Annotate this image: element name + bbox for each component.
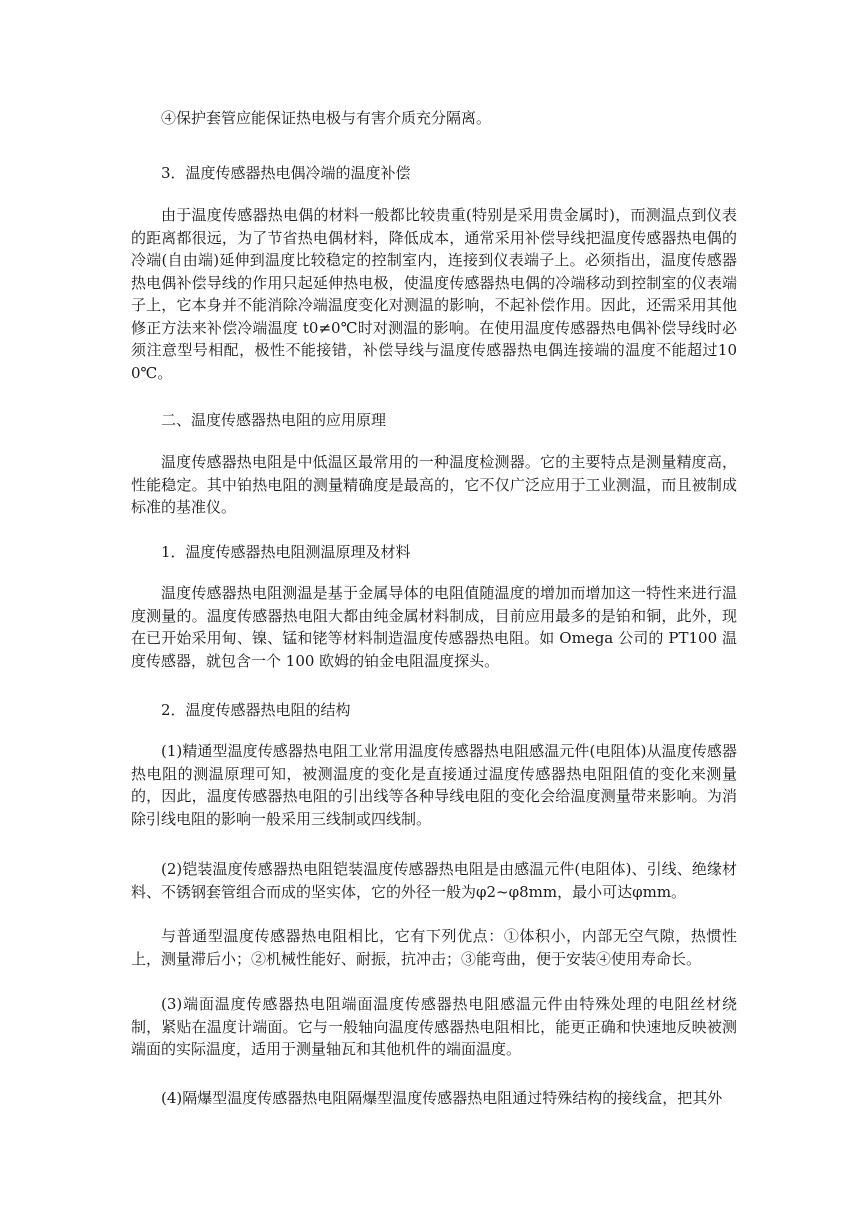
heading-rtd-structure: 2．温度传感器热电阻的结构 <box>161 701 351 719</box>
paragraph-rtd-overview: 温度传感器热电阻是中低温区最常用的一种温度检测器。它的主要特点是测量精度高，性能稳定。其中铂热电阻的测量精确度是最高的，它不仅广泛应用于工业测温，而且被制成标准的基准仪。 <box>131 453 737 516</box>
paragraph-protection-tube: ④保护套管应能保证热电极与有害介质充分隔离。 <box>161 109 492 127</box>
paragraph-compensation-wire: 由于温度传感器热电偶的材料一般都比较贵重(特别是采用贵金属时)，而测温点到仪表的距离都很远，为了节省热电偶材料，降低成本，通常采用补偿导线把温度传感器热电偶的冷端(自由端)延伸到温度比较稳定的控制室内，连接到仪表端子上。必须指出，温度传感器热电偶补偿导线的作用只起延伸热电极，使温度传感器热电偶的冷端移动到控制室的仪表端子上，它本身并不能消除冷端温度变化对测温的影响，不起补偿作用。因此，还需采用其他修正方法来补偿冷端温度 t0≠0℃时对测温的影响。在使用温度传感器热电偶补偿导线时必须注意型号相配，极性不能接错，补偿导线与温度传感器热电偶连接端的温度不能超过100℃。 <box>131 206 737 382</box>
heading-rtd-principle: 二、温度传感器热电阻的应用原理 <box>161 411 387 429</box>
heading-cold-junction-compensation: 3．温度传感器热电偶冷端的温度补偿 <box>161 164 411 182</box>
paragraph-rtd-material: 温度传感器热电阻测温是基于金属导体的电阻值随温度的增加而增加这一特性来进行温度测量的。温度传感器热电阻大都由纯金属材料制成，目前应用最多的是铂和铜，此外，现在已开始采用甸、镍、锰和铑等材料制造温度传感器热电阻。如 Omega 公司的 PT100 温度传感器，就包含一个 100 欧姆的铂金电阻温度探头。 <box>131 584 737 670</box>
paragraph-advantages: 与普通型温度传感器热电阻相比，它有下列优点：①体积小，内部无空气隙，热惯性上，测量滞后小；②机械性能好、耐振，抗冲击；③能弯曲，便于安装④使用寿命长。 <box>131 927 737 968</box>
paragraph-explosion-proof-rtd: (4)隔爆型温度传感器热电阻隔爆型温度传感器热电阻通过特殊结构的接线盒，把其外 <box>161 1089 723 1107</box>
paragraph-ordinary-rtd: (1)精通型温度传感器热电阻工业常用温度传感器热电阻感温元件(电阻体)从温度传感器热电阻的测温原理可知，被测温度的变化是直接通过温度传感器热电阻阻值的变化来测量的，因此，温度传感器热电阻的引出线等各种导线电阻的变化会给温度测量带来影响。为消除引线电阻的影响一般采用三线制或四线制。 <box>131 742 737 828</box>
paragraph-end-face-rtd: (3)端面温度传感器热电阻端面温度传感器热电阻感温元件由特殊处理的电阻丝材绕制，紧贴在温度计端面。它与一般轴向温度传感器热电阻相比，能更正确和快速地反映被测端面的实际温度，适用于测量轴瓦和其他机件的端面温度。 <box>131 995 737 1058</box>
paragraph-armored-rtd: (2)铠装温度传感器热电阻铠装温度传感器热电阻是由感温元件(电阻体)、引线、绝缘材料、不锈钢套管组合而成的坚实体，它的外径一般为φ2~φ8mm，最小可达φmm。 <box>131 860 737 901</box>
heading-rtd-material: 1．温度传感器热电阻测温原理及材料 <box>161 543 411 561</box>
